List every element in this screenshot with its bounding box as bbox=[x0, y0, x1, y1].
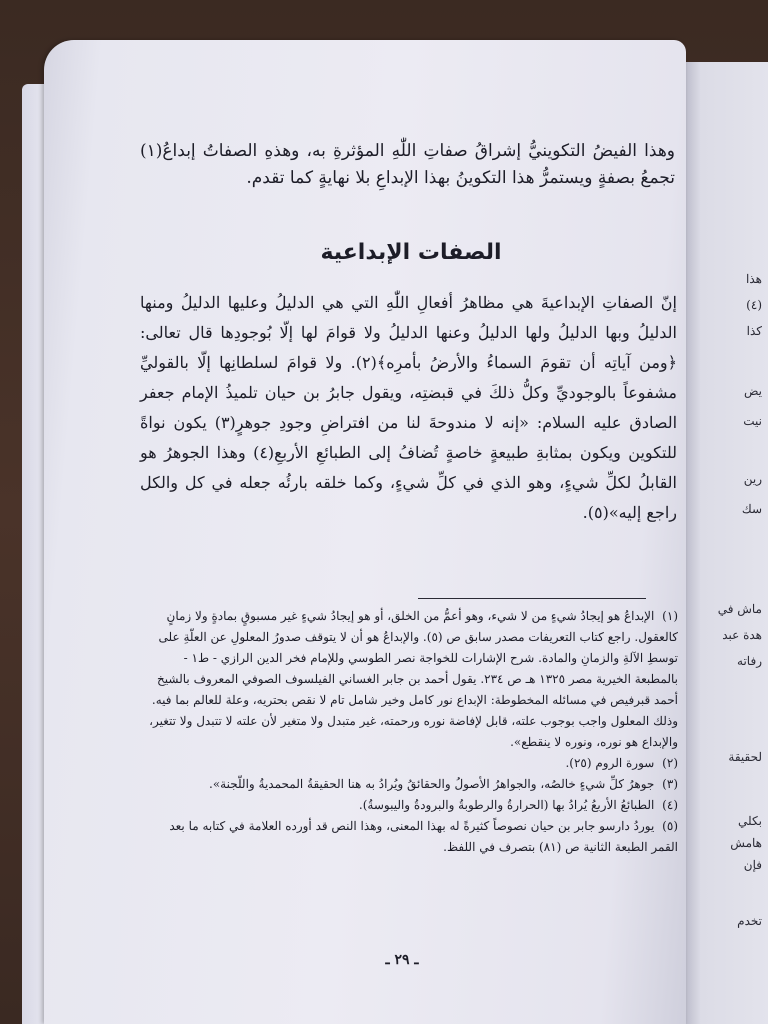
footnote-number: (٣) bbox=[662, 777, 678, 791]
adjacent-text-fragment: ماش في bbox=[717, 602, 762, 616]
page-number: ـ ٢٩ ـ bbox=[385, 952, 419, 968]
intro-paragraph: وهذا الفيضُ التكوينيُّ إشراقُ صفاتِ اللّٰهِ المؤثرةِ به، وهذهِ الصفاتُ إبداعُ(١) تجمعُ بصفةٍ ويستمرُّ هذا التكوينُ بهذا الإبداعِ بلا نهايةٍ كما تقدم. bbox=[140, 141, 675, 188]
footnote-text: الإبداعُ هو إيجادُ شيءٍ من لا شيء، وهو أعمُّ من الخلق، أو هو إيجادُ شيءٍ غير مسبوقٍ بمادةٍ ولا زمانٍ كالعقول. راجع كتاب التعريفات مصدر سابق ص (٥). والإبداعُ هو أن لا يتوقف صدورُ المعلولِ عن العلّةِ على توسطِ الآلةِ والزمانِ والمادة. شرح الإشارات للخواجة نصر الطوسي وللإمام فخر الدين الرازي - ط١ - بالمطبعة الخيرية مصر ١٣٢٥ هـ ص ٢٣٤. يقول أحمد بن جابر الغساني الفيلسوف الصوفي المعروف بالشيخ أحمد قبرفيص في مسائله المخطوطة: الإبداع نور كامل وخير شامل تام لا نقص بحتريه، وعلة للعالم بما فيه. وذلك المعلول واجب بوجوب علته، قابل لإفاضة نوره ورحمته، غير متبدل ولا متغير لأن علته لا تتبدل ولا تتغير، والإبداع هو نوره، ونوره لا ينقطع». bbox=[149, 609, 678, 749]
adjacent-text-fragment: كذا bbox=[746, 324, 762, 338]
adjacent-text-fragment: رفاته bbox=[737, 654, 762, 668]
footnote-4 bbox=[144, 795, 678, 816]
footnote-number: (٢) bbox=[662, 756, 678, 770]
adjacent-text-fragment: لحقيقة bbox=[728, 750, 762, 764]
adjacent-text-fragment: سك bbox=[741, 502, 762, 516]
adjacent-text-fragment: (٤) bbox=[746, 298, 762, 312]
adjacent-text-fragment: بكلي bbox=[738, 814, 762, 828]
footnote-divider bbox=[418, 598, 646, 599]
footnote-text: سورة الروم (٢٥). bbox=[565, 756, 655, 770]
footnote-3 bbox=[144, 774, 678, 795]
adjacent-text-fragment: هذا bbox=[746, 272, 762, 286]
adjacent-text-fragment: تخدم bbox=[737, 914, 762, 928]
adjacent-text-fragment: يض bbox=[743, 384, 762, 398]
section-heading: الصفات الإبداعية bbox=[320, 240, 502, 265]
adjacent-text-fragment: نيت bbox=[743, 414, 762, 428]
footnote-text: جوهرُ كلِّ شيءٍ خالصُه، والجواهرُ الأصولُ والحقائقُ ويُرادُ به هنا الحقيقةُ المحمديةُ واللّجنة». bbox=[209, 777, 655, 791]
footnote-1 bbox=[144, 606, 678, 753]
footnote-2 bbox=[144, 753, 678, 774]
footnote-number: (١) bbox=[662, 609, 678, 623]
adjacent-text-fragment: رين bbox=[743, 472, 762, 486]
footnotes bbox=[144, 606, 678, 858]
footnote-text: يوردُ دارسو جابر بن حيان نصوصاً كثيرةً له بهذا المعنى، وهذا النص قد أورده العلامة في كتابه ما بعد القمر الطبعة الثانية ص (٨١) بتصرف في اللفظ. bbox=[169, 819, 678, 854]
footnote-number: (٤) bbox=[662, 798, 678, 812]
adjacent-text-fragment: هدة عبد bbox=[722, 628, 762, 642]
footnote-number: (٥) bbox=[662, 819, 678, 833]
footnote-text: الطبائعُ الأربعُ يُرادُ بها (الحرارةُ والرطوبةُ والبرودةُ واليبوسةُ). bbox=[358, 798, 655, 812]
footnote-5 bbox=[144, 816, 678, 858]
adjacent-text-fragment: فإن bbox=[743, 858, 762, 872]
body-paragraph: إنّ الصفاتِ الإبداعيةَ هي مظاهرُ أفعالِ اللّٰهِ التي هي الدليلُ وعليها الدليلُ ومنها الدليلُ وبها الدليلُ ولها الدليلُ وعنها الدليلُ ولا قوامَ لها إلّا بُوجودِها قال تعالى: ﴿ومن آياتِه أن تقومَ السماءُ والأرضُ بأمرِه﴾(٢). ولا قوامَ لسلطانِها إلّا بالقوليِّ مشفوعاً بالوجوديِّ وكلُّ ذلكَ في قبضتِه، ويقول جابرُ بن حيان تلميذُ الإمام جعفر الصادق عليه السلام: «إنه لا مندوحةَ لنا من افتراضِ وجودِ جوهرٍ(٣) يكون نواةً للتكوين ويكون بمثابةِ طبيعةٍ خاصةٍ تُضافُ إلى الطبائعِ الأربعِ(٤) وهذا الجوهرُ هو القابلُ لكلِّ شيءٍ، وهو الذي في كلِّ شيءٍ، وكما خلقه بارئُه جعله في كل والكل راجع إليه»(٥). bbox=[140, 293, 678, 522]
adjacent-page bbox=[684, 62, 768, 1024]
adjacent-text-fragment: هامش bbox=[730, 836, 762, 850]
